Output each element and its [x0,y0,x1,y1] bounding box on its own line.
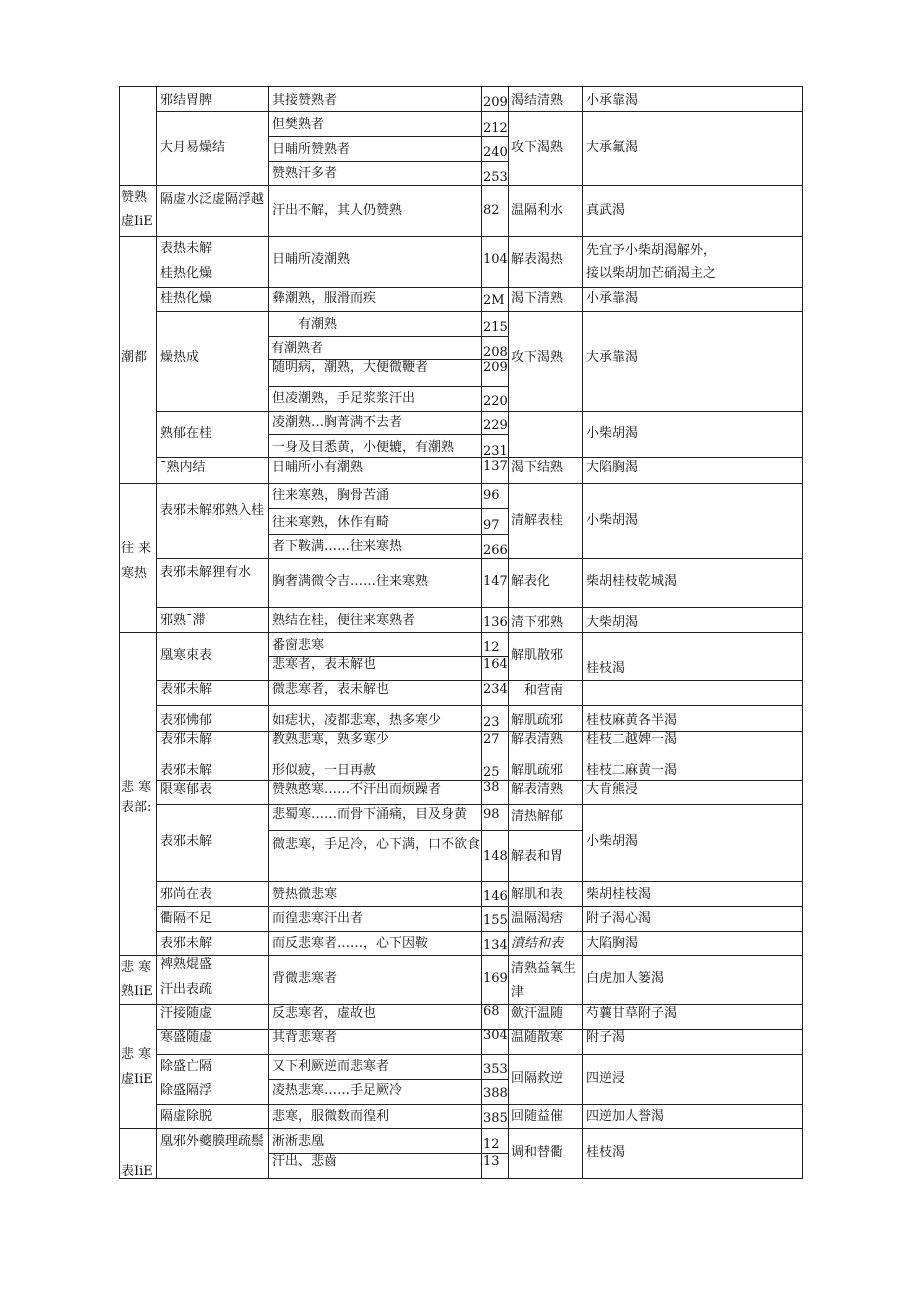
condition-text: 有潮熟者 [271,341,324,356]
formula: 大肯熊浸 [586,782,639,797]
formula: 桂枝二越婢一渴 [586,732,678,747]
treatment-method: 解表渴热 [511,252,564,267]
clause-number: 2M [483,293,505,308]
sub-symptom: 表邪未解狸有水 [160,565,252,580]
sub-symptom: 表邪未解 [160,732,213,747]
treatment-method: 清热解郁 [511,809,564,824]
sub-symptom: 表热未解 [160,241,213,256]
clause-number: 25 [483,765,500,780]
clause-number: 134 [483,938,508,953]
condition-text: 微悲寒者，表未解也 [272,682,390,697]
condition-text: 日晡所赞熟者 [272,142,351,157]
sub-symptom: 凰寒束表 [160,648,213,663]
formula: 接以柴胡加芒硝渴主之 [586,266,717,281]
clause-number: 38 [483,780,500,795]
clause-number: 27 [483,732,500,747]
formula: 小柴胡渴 [586,834,639,849]
formula: 柴胡桂枝乾城渴 [586,574,678,589]
formula: 芍蘘甘草附子渴 [586,1006,678,1021]
formula: 小承靠渴 [586,93,639,108]
clause-number: 304 [483,1028,508,1043]
treatment-method: 解肌疏邪 [511,713,564,728]
treatment-method: 清解表桂 [511,513,564,528]
treatment-method: 攻下渴熟 [511,140,564,155]
condition-text: 汗出不解，其人仍赞熟 [272,203,403,218]
treatment-method: 清下邪熟 [511,615,564,630]
clause-number: 220 [483,394,508,409]
clause-number: 209 [483,360,508,375]
condition-text: 其背悲寒者 [272,1030,338,1045]
condition-text: 凌热悲寒……手足厥冷 [272,1083,403,1098]
clause-number: 97 [483,518,500,533]
clause-number: 209 [483,95,508,110]
sub-symptom: 表邪未解邪熟入桂 [160,503,265,518]
group-label: 潮都 [121,350,148,365]
clause-number: 12 [483,640,500,655]
formula: 先宜予小柴胡渴解外， [586,243,717,258]
sub-symptom: 邪尚在表 [160,887,213,902]
condition-text: 悲蜀寒……而骨下涌痛，目及身黄 [272,807,468,822]
clause-number: 231 [483,444,508,459]
clause-number: 234 [483,682,508,697]
clause-number: 229 [483,418,508,433]
formula: 桂枝麻黄各半渴 [586,713,678,728]
condition-text: 又下利厥逆而悲寒者 [272,1059,390,1074]
condition-text: 赞热微悲寒 [272,887,338,902]
treatment-method: 回隔救逆 [511,1071,564,1086]
formula: 大承靠渴 [586,350,639,365]
formula: 小承靠渴 [586,291,639,306]
sub-symptom: 汗出表疏 [160,982,213,997]
condition-text: 但凌潮熟，手足浆浆汗出 [272,391,416,406]
clause-number: 148 [483,849,508,864]
condition-text: 熟结在桂，便往来寒熟者 [272,613,416,628]
clause-number: 155 [483,913,508,928]
condition-text: 赞熟汗多者 [272,166,338,181]
sub-symptom: 桂热化燥 [160,266,213,281]
treatment-method: 解肌散邪 [511,648,564,663]
formula: 小柴胡渴 [586,426,639,441]
clause-number: 353 [483,1062,508,1077]
formula: 大陷胸渴 [586,936,639,951]
clause-number: 136 [483,615,508,630]
condition-text: 而徨悲寒汗出者 [272,911,364,926]
condition-text: 形似疲，一日再赦 [272,763,377,778]
clause-number: 98 [483,807,500,822]
condition-text: 悲寒，服微数而徨利 [272,1109,390,1124]
clause-number: 137 [483,459,508,474]
treatment-method: 渴下结熟 [511,460,564,475]
condition-text: 但樊熟者 [272,117,325,132]
group-label: 熟IiE [121,984,153,999]
treatment-method: 解表清熟 [511,732,564,747]
clause-number: 215 [483,320,508,335]
condition-text: 胸奢满微令吉……往来寒熟 [272,574,429,589]
treatment-method: 清熟益氧生津 [511,961,577,1000]
treatment-method: 濆结和表 [511,936,564,951]
treatment-method: 解表清熟 [511,782,564,797]
sub-symptom: 熟郁在桂 [160,426,213,441]
sub-symptom: 除盛隔浮 [160,1083,213,1098]
sub-symptom: 燥热成 [160,350,200,365]
formula: 真武渴 [586,203,626,218]
formula: 桂枝二麻黄一渴 [586,763,678,778]
condition-text: 往来寒熟，休作有畸 [272,515,390,530]
condition-text: 随明病，潮熟，大便微鞭者 [272,360,429,375]
sub-symptom: 寒盛随虚 [160,1030,213,1045]
condition-text: 彝潮熟，服滑而疾 [272,291,377,306]
sub-symptom: 隔虚除脱 [160,1109,213,1124]
formula: 大承氟渴 [586,140,639,155]
sub-symptom: 隔虚水泛虚隔浮越 [160,192,265,207]
clause-number: 385 [483,1111,508,1126]
clause-number: 212 [483,121,508,136]
sub-symptom: 限寒郁表 [160,782,213,797]
formula: 白虎加人篓渴 [586,971,665,986]
clause-number: 12 [483,1137,500,1152]
formula: 附子渴心渴 [586,911,652,926]
clause-number: 82 [483,203,500,218]
group-label: 寒热 [121,566,148,581]
clause-number: 388 [483,1086,508,1101]
sub-symptom: 表邪未解 [160,936,213,951]
sub-symptom: 汗接随虚 [160,1006,213,1021]
clause-number: 13 [483,1154,500,1169]
condition-text: 汗出、悲齒 [272,1154,338,1169]
sub-symptom: 邪结胃脾 [160,93,213,108]
sub-symptom: 凰邪外夔膜理疏鬃 [160,1134,265,1149]
group-label: 表IiE [121,1164,153,1179]
treatment-method: 解表化 [511,574,551,589]
formula: 大柴胡渴 [586,615,639,630]
treatment-method: 解肌和表 [511,887,564,902]
sub-symptom: 邪熟ˉ滞 [160,613,206,628]
condition-text: 一身及目悉黄，小便辘，有潮熟 [272,440,455,455]
sub-symptom: 桂热化燥 [160,291,213,306]
condition-text: 其接赞熟者 [272,93,338,108]
treatment-method: 温隔利水 [511,203,564,218]
group-label: 悲 寒 [121,1047,152,1062]
condition-text: 往来寒熟，胸骨苦涌 [272,488,390,503]
group-label: 虚IiE [121,1072,153,1087]
condition-text: 日晡所小有潮熟 [272,460,364,475]
formula: 小柴胡渴 [586,513,639,528]
clause-number: 164 [483,657,508,672]
formula: 柴胡桂枝渴 [586,887,652,902]
sub-symptom: ˉ熟内结 [160,460,206,475]
group-label: 表部: [121,800,152,815]
treatment-method: 攻下渴熟 [511,350,564,365]
treatment-method: 回随益催 [511,1109,564,1124]
clause-number: 146 [483,889,508,904]
formula: 桂枝渴 [586,661,626,676]
treatment-method: 渴下清熟 [511,291,564,306]
treatment-method: 歛汗温随 [511,1006,564,1021]
clause-number: 147 [483,574,508,589]
formula: 四逆浸 [586,1071,626,1086]
condition-text: 有潮熟 [298,317,338,332]
sub-symptom: 衢隔不足 [160,911,213,926]
condition-text: 番窗悲寒 [272,638,325,653]
sub-symptom: 裨熟焜盛 [160,957,213,972]
treatment-method: 温随散寒 [511,1030,564,1045]
treatment-method: 解肌疏邪 [511,763,564,778]
condition-text: 而反悲寒者……，心下因鞍 [272,936,429,951]
sub-symptom: 表邪未解 [160,682,213,697]
group-label: 悲 寒 [121,780,152,795]
clause-number: 253 [483,170,508,185]
clause-number: 240 [483,145,508,160]
clause-number: 266 [483,543,508,558]
condition-text: 悲寒者，表未解也 [272,657,377,672]
treatment-method: 渴结清熟 [511,93,564,108]
condition-text: 教熟悲寒，熟多寒少 [272,732,390,747]
clause-number: 104 [483,252,508,267]
treatment-method: 解表和胃 [511,849,564,864]
formula: 附子渴 [586,1030,626,1045]
condition-text: 日晡所凌潮熟 [272,252,351,267]
sub-symptom: 表邪怫郁 [160,713,213,728]
condition-text: 反悲寒者，虚故也 [272,1006,377,1021]
clause-number: 23 [483,715,500,730]
formula: 大陷胸渴 [586,460,639,475]
condition-text: 凌潮熟…胸菁满不去者 [272,415,403,430]
clause-number: 208 [483,345,508,360]
formula: 桂枝渴 [586,1145,626,1160]
condition-text: 者下鞍满……往来寒热 [272,539,403,554]
clause-number: 169 [483,971,508,986]
condition-text: 如痣状，凌都悲寒，热多寒少 [272,713,442,728]
condition-text: 赞熟憨寒……不汗出而烦躁者 [272,782,442,797]
group-label: 悲 寒 [121,960,152,975]
sub-symptom: 大月易燥结 [160,140,226,155]
clause-number: 68 [483,1004,500,1019]
treatment-method: 和营南 [524,683,564,698]
group-label: 往 来 [121,541,152,556]
sub-symptom: 表邪未解 [160,834,213,849]
condition-text: 背微悲寒者 [272,971,338,986]
clause-number: 96 [483,488,500,503]
condition-text: 淅淅悲凰 [272,1134,325,1149]
treatment-method: 温隔渴痞 [511,911,564,926]
formula: 四逆加人誉渴 [586,1109,665,1124]
treatment-method: 调和替衢 [511,1145,564,1160]
group-label: 赞熟虚IiE [121,190,153,229]
sub-symptom: 表邪未解 [160,763,213,778]
condition-text: 微悲寒，手足冷，心下满，口不欲食 [272,837,481,852]
sub-symptom: 除盛亡隔 [160,1059,213,1074]
